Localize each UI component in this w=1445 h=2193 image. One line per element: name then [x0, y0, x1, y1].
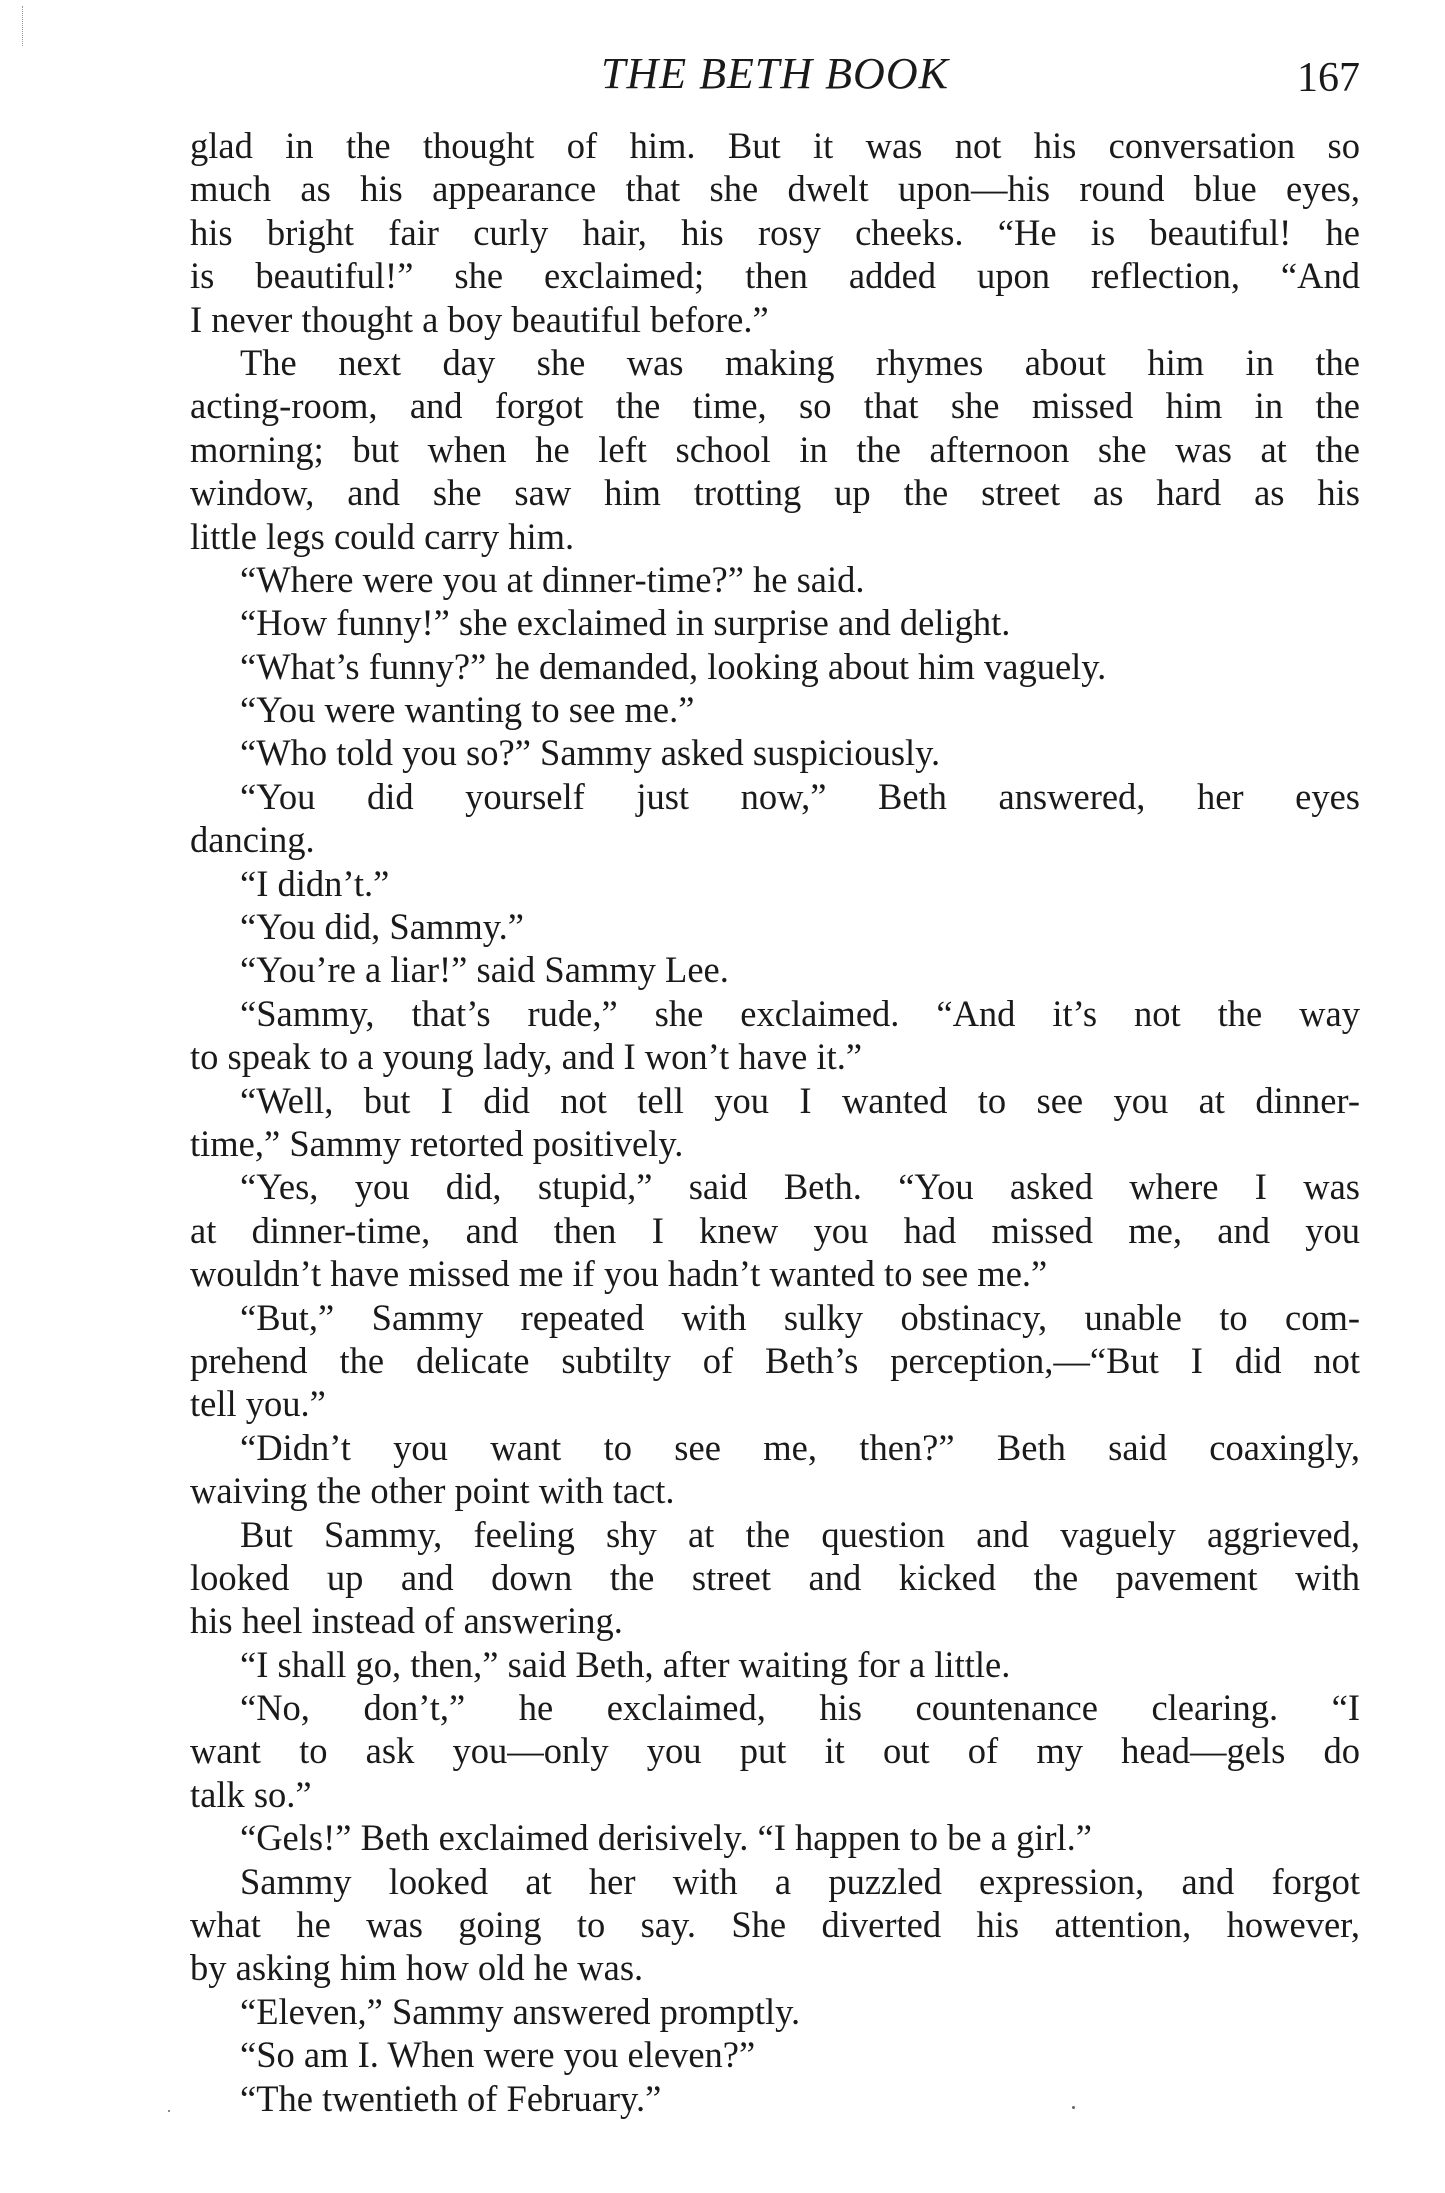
text-line: “The twentieth of February.” — [240, 2077, 662, 2119]
scan-speck — [168, 2110, 170, 2112]
text-line: glad in the thought of him. But it was not his conversation so — [190, 125, 1360, 166]
text-line: But Sammy, feeling shy at the question and vaguely aggrieved, — [240, 1513, 1360, 1555]
text-line: “Where were you at dinner-time?” he said. — [240, 558, 865, 600]
text-line: at dinner-time, and then I knew you had missed me, and you — [190, 1209, 1360, 1251]
text-line: “You did yourself just now,” Beth answered, her eyes — [240, 775, 1360, 817]
text-line: “I shall go, then,” said Beth, after waiting for a little. — [240, 1643, 1011, 1685]
text-line: his bright fair curly hair, his rosy cheeks. “He is beautiful! he — [190, 211, 1360, 253]
text-line: “Who told you so?” Sammy asked suspiciously. — [240, 732, 941, 774]
text-line: prehend the delicate subtilty of Beth’s perception,—“But I did not — [190, 1339, 1360, 1381]
text-line: looked up and down the street and kicked the pavement with — [190, 1556, 1360, 1598]
text-line: talk so.” — [190, 1773, 312, 1815]
text-line: dancing. — [190, 819, 315, 861]
text-line: “You’re a liar!” said Sammy Lee. — [240, 949, 729, 991]
text-line: want to ask you—only you put it out of my head—gels do — [190, 1730, 1360, 1772]
text-line: “Yes, you did, stupid,” said Beth. “You asked where I was — [240, 1166, 1360, 1208]
text-line: I never thought a boy beautiful before.” — [190, 298, 769, 340]
page-number: 167 — [1297, 55, 1360, 101]
running-title: THE BETH BOOK — [601, 49, 949, 98]
text-line: waiving the other point with tact. — [190, 1470, 675, 1512]
text-line: acting-room, and forgot the time, so that she missed him in the — [190, 385, 1360, 427]
text-line: tell you.” — [190, 1383, 326, 1425]
scan-edge-mark — [22, 6, 29, 46]
text-line: window, and she saw him trotting up the street as hard as his — [190, 472, 1360, 514]
text-line: “What’s funny?” he demanded, looking about him vaguely. — [240, 645, 1107, 687]
text-line: “Well, but I did not tell you I wanted to see you at dinner- — [240, 1079, 1360, 1121]
scan-speck — [1072, 2106, 1075, 2109]
text-line: “I didn’t.” — [240, 862, 390, 904]
text-line: “How funny!” she exclaimed in surprise and delight. — [240, 602, 1011, 644]
text-line: time,” Sammy retorted positively. — [190, 1122, 684, 1164]
text-line: “So am I. When were you eleven?” — [240, 2034, 756, 2076]
text-line: much as his appearance that she dwelt upon—his round blue eyes, — [190, 168, 1360, 210]
text-line: what he was going to say. She diverted his attention, however, — [190, 1904, 1360, 1946]
text-line: “You were wanting to see me.” — [240, 689, 695, 731]
text-line: Sammy looked at her with a puzzled expression, and forgot — [240, 1860, 1360, 1902]
text-line: “But,” Sammy repeated with sulky obstinacy, unable to com- — [240, 1296, 1360, 1338]
text-line: to speak to a young lady, and I won’t have it.” — [190, 1036, 863, 1078]
text-line: “Didn’t you want to see me, then?” Beth said coaxingly, — [240, 1426, 1360, 1468]
text-line: “No, don’t,” he exclaimed, his countenance clearing. “I — [240, 1687, 1360, 1729]
text-line: is beautiful!” she exclaimed; then added upon reflection, “And — [190, 255, 1360, 297]
text-line: The next day she was making rhymes about him in the — [240, 341, 1360, 383]
text-line: wouldn’t have missed me if you hadn’t wanted to see me.” — [190, 1253, 1048, 1295]
text-line: “Eleven,” Sammy answered promptly. — [240, 1990, 801, 2032]
text-line: morning; but when he left school in the afternoon she was at the — [190, 428, 1360, 470]
text-line: “Gels!” Beth exclaimed derisively. “I happen to be a girl.” — [240, 1817, 1092, 1859]
running-head — [190, 44, 1360, 104]
text-line: little legs could carry him. — [190, 515, 575, 557]
text-line: by asking him how old he was. — [190, 1947, 644, 1989]
body-text — [190, 124, 1360, 2120]
text-line: “Sammy, that’s rude,” she exclaimed. “And it’s not the way — [240, 992, 1360, 1034]
text-line: his heel instead of answering. — [190, 1600, 623, 1642]
text-line: “You did, Sammy.” — [240, 906, 524, 948]
